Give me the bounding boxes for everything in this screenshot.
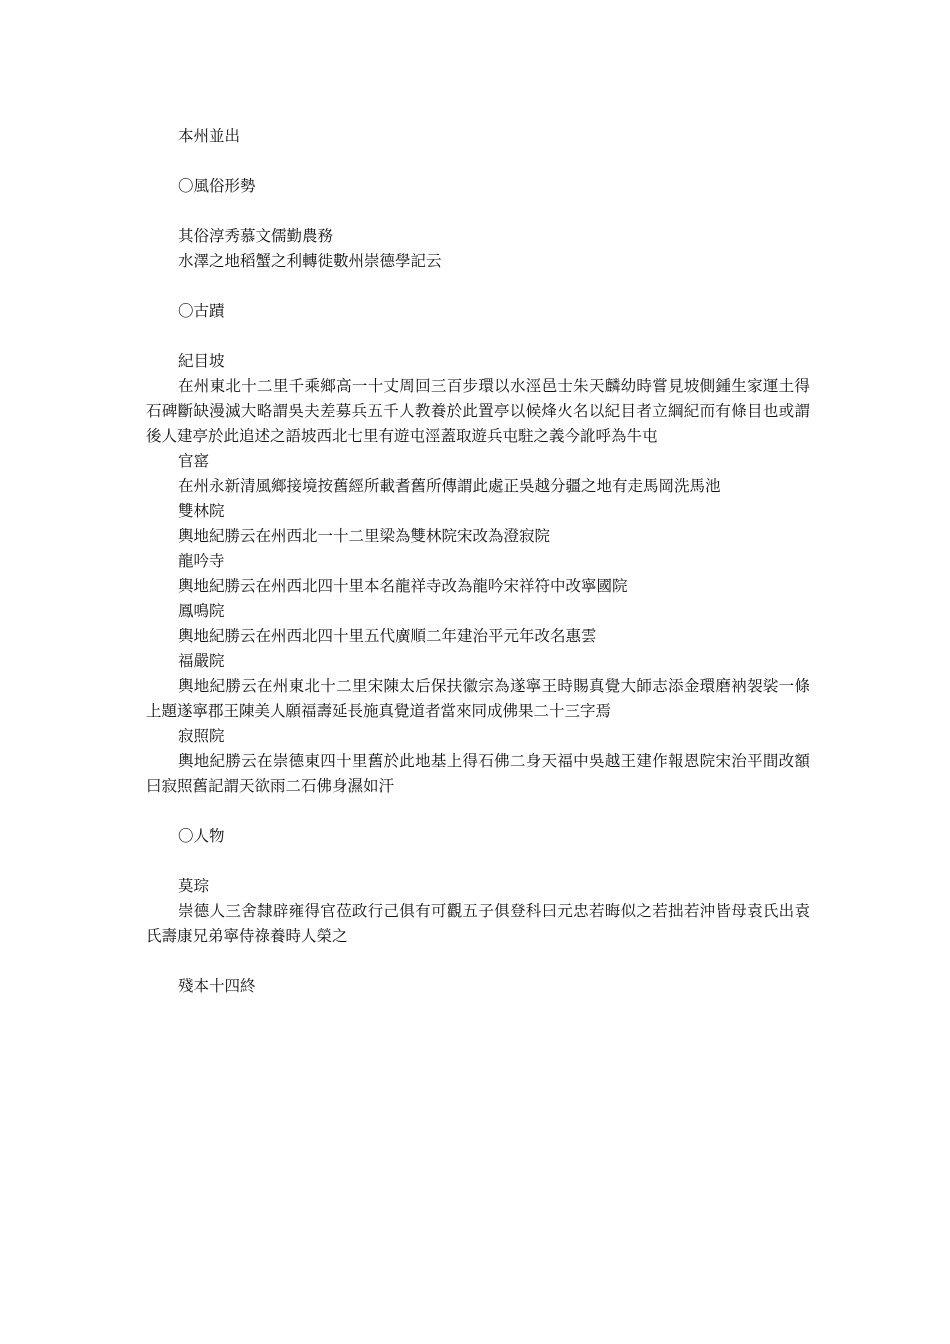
- section-heading-fengsu: 〇風俗形勢: [178, 177, 256, 195]
- ending-line: 殘本十四終: [178, 977, 256, 995]
- fengsu-line: 其俗淳秀慕文儒勤農務: [178, 227, 334, 245]
- entry-title-fengming: 鳳鳴院: [178, 602, 225, 620]
- entry-text-fengming: 輿地紀勝云在州西北四十里五代廣順二年建治平元年改名惠雲: [178, 627, 597, 645]
- entry-text-jimu: 在州東北十二里千乘鄉高一十丈周回三百步環以水涇邑士朱天麟幼時嘗見坡側鍾生家運土得石碑斷缺漫滅大略謂吳夫差募兵五千人教養於此置亭以候烽火名以紀目者立綱紀而有條目也或謂後人建亭於此追述之語坡西北七里有遊屯涇蓋取遊兵屯駐之義今訛呼為牛屯: [146, 377, 810, 445]
- blank-line: [146, 199, 810, 224]
- entry-title-jimu: 紀目坡: [178, 352, 225, 370]
- entry-text-fuyan: 輿地紀勝云在州東北十二里宋陳太后保扶徽宗為遂寧王時賜真覺大師志添金環磨衲袈裟一條上題遂寧郡王陳美人願福壽延長施真覺道者當來同成佛果二十三字焉: [146, 677, 810, 720]
- blank-line: [146, 324, 810, 349]
- blank-line: [146, 149, 810, 174]
- entry-title-guanyao: 官窰: [178, 452, 210, 470]
- entry-text-jizhao: 輿地紀勝云在崇德東四十里舊於此地基上得石佛二身天福中吳越王建作報恩院宋治平間改額曰寂照舊記謂天欲雨二石佛身濕如汗: [146, 752, 810, 795]
- entry-text-mocong: 崇德人三舍隸辟雍得官莅政行己俱有可觀五子俱登科曰元忠若晦似之若拙若沖皆母袁氏出袁氏壽康兄弟寧侍祿養時人榮之: [146, 902, 810, 945]
- section-heading-guji: 〇古蹟: [178, 302, 225, 320]
- entry-title-mocong: 莫琮: [178, 877, 210, 895]
- text-line: 本州並出: [178, 127, 241, 145]
- entry-title-shuanglin: 雙林院: [178, 502, 225, 520]
- blank-line: [146, 949, 810, 974]
- entry-title-fuyan: 福嚴院: [178, 652, 225, 670]
- entry-title-longyin: 龍吟寺: [178, 552, 225, 570]
- fengsu-line: 水澤之地稻蟹之利轉徙數州崇德學記云: [178, 252, 442, 270]
- section-heading-renwu: 〇人物: [178, 827, 225, 845]
- document-page: [146, 124, 810, 999]
- blank-line: [146, 799, 810, 824]
- entry-title-jizhao: 寂照院: [178, 727, 225, 745]
- entry-text-shuanglin: 輿地紀勝云在州西北一十二里梁為雙林院宋改為澄寂院: [178, 527, 551, 545]
- entry-text-longyin: 輿地紀勝云在州西北四十里本名龍祥寺改為龍吟宋祥符中改寧國院: [178, 577, 628, 595]
- entry-text-guanyao: 在州永新清風鄉接境按舊經所載耆舊所傳謂此處正吳越分疆之地有走馬岡洗馬池: [178, 477, 721, 495]
- blank-line: [146, 274, 810, 299]
- blank-line: [146, 849, 810, 874]
